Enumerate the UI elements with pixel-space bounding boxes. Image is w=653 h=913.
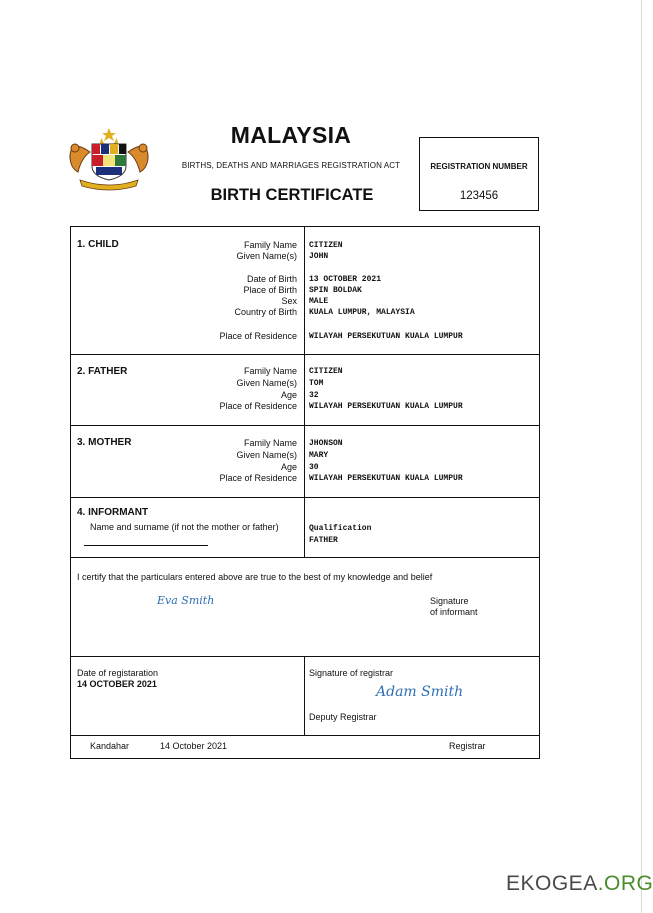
informant-signature-label-line1: Signature (430, 596, 469, 606)
country-title: MALAYSIA (230, 122, 352, 148)
child-country-of-birth-label: Country of Birth (234, 307, 297, 317)
page-edge-rule (641, 0, 642, 913)
informant-signature-label-line2: of informant (430, 607, 478, 617)
divider-informant-certify (71, 557, 539, 558)
column-divider-upper (304, 227, 305, 557)
divider-mother-informant (71, 497, 539, 498)
child-place-of-residence-value: WILAYAH PERSEKUTUAN KUALA LUMPUR (309, 332, 463, 341)
watermark-part1: EKOGEA (506, 872, 598, 895)
child-date-of-birth-value: 13 OCTOBER 2021 (309, 275, 382, 284)
child-country-of-birth-value: KUALA LUMPUR, MALAYSIA (309, 308, 415, 317)
informant-qualification-value: FATHER (309, 536, 338, 545)
father-given-names-value: TOM (309, 379, 324, 388)
site-watermark (506, 872, 653, 896)
watermark-part2: .ORG (597, 872, 653, 895)
registration-date-label: Date of registaration (77, 668, 159, 678)
divider-registration-footer (71, 735, 539, 736)
document-title: BIRTH CERTIFICATE (210, 186, 374, 204)
registration-number-box (419, 137, 539, 211)
child-place-of-residence-label: Place of Residence (219, 331, 297, 341)
section-mother-title: 3. MOTHER (77, 437, 132, 448)
father-age-label: Age (280, 390, 297, 400)
divider-child-father (71, 354, 539, 355)
footer-date: 14 October 2021 (160, 741, 228, 751)
mother-given-names-value: MARY (309, 451, 329, 460)
child-sex-value: MALE (309, 297, 329, 306)
registrar-signature-label: Signature of registrar (309, 668, 394, 678)
father-age-value: 32 (309, 391, 319, 400)
column-divider-lower (304, 656, 305, 735)
mother-place-of-residence-label: Place of Residence (219, 473, 297, 483)
certification-statement: I certify that the particulars entered above are true to the best of my knowledge and belief (77, 572, 433, 582)
father-place-of-residence-value: WILAYAH PERSEKUTUAN KUALA LUMPUR (309, 402, 463, 411)
registration-act: BIRTHS, DEATHS AND MARRIAGES REGISTRATION ACT (181, 161, 401, 170)
child-given-names-label: Given Name(s) (236, 251, 297, 261)
section-father-title: 2. FATHER (77, 366, 128, 377)
divider-certify-registration (71, 656, 539, 657)
child-date-of-birth-label: Date of Birth (246, 274, 297, 284)
child-family-name-label: Family Name (243, 240, 297, 250)
child-given-names-value: JOHN (309, 252, 329, 261)
child-family-name-value: CITIZEN (309, 241, 343, 250)
mother-family-name-label: Family Name (243, 438, 297, 448)
father-family-name-value: CITIZEN (309, 367, 343, 376)
mother-age-value: 30 (309, 463, 319, 472)
father-place-of-residence-label: Place of Residence (219, 401, 297, 411)
section-child-title: 1. CHILD (77, 239, 119, 250)
mother-given-names-label: Given Name(s) (236, 450, 297, 460)
informant-signature: Eva Smith (157, 594, 215, 607)
section-informant-title: 4. INFORMANT (77, 507, 149, 518)
informant-qualification-label: Qualification (309, 524, 372, 533)
registration-number-value: 123456 (459, 190, 499, 202)
mother-place-of-residence-value: WILAYAH PERSEKUTUAN KUALA LUMPUR (309, 474, 463, 483)
malaysia-coat-of-arms-icon (66, 126, 152, 192)
child-sex-label: Sex (281, 296, 297, 306)
informant-name-label: Name and surname (if not the mother or father) (90, 522, 279, 532)
child-place-of-birth-label: Place of Birth (243, 285, 297, 295)
father-family-name-label: Family Name (243, 366, 297, 376)
child-place-of-birth-value: SPIN BOLDAK (309, 286, 362, 295)
mother-age-label: Age (280, 462, 297, 472)
mother-family-name-value: JHONSON (309, 439, 343, 448)
registration-date-value: 14 OCTOBER 2021 (77, 679, 157, 689)
deputy-registrar-label: Deputy Registrar (309, 712, 377, 722)
footer-role: Registrar (449, 741, 486, 751)
father-given-names-label: Given Name(s) (236, 378, 297, 388)
informant-name-line (84, 545, 208, 546)
registrar-signature: Adam Smith (376, 684, 464, 700)
footer-place: Kandahar (90, 741, 130, 751)
divider-father-mother (71, 425, 539, 426)
registration-number-label: REGISTRATION NUMBER (430, 162, 528, 171)
